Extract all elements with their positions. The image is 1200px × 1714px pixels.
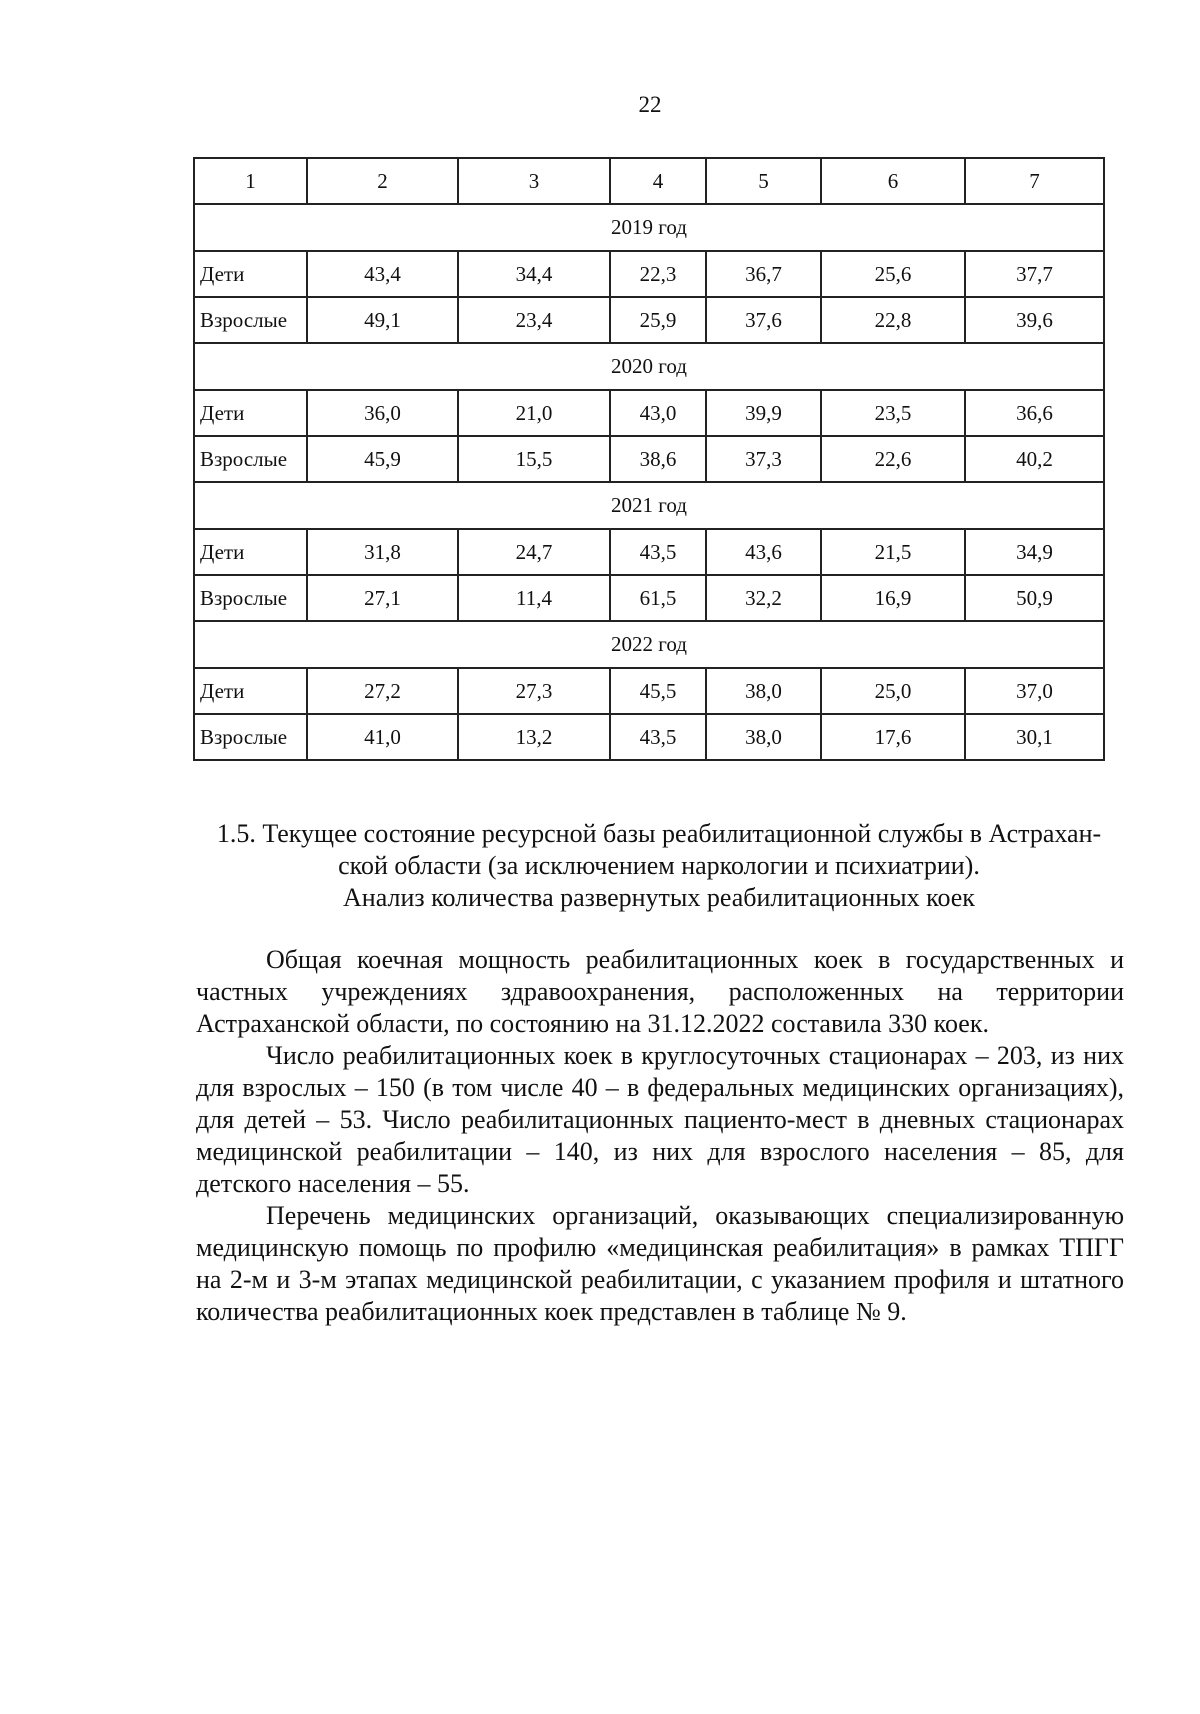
table-cell: 15,5: [458, 436, 610, 482]
section-heading-line-1: 1.5. Текущее состояние ресурсной базы реабилитационной службы в Астрахан-: [216, 819, 1102, 848]
table-cell: 40,2: [965, 436, 1104, 482]
column-header: 7: [965, 158, 1104, 204]
table-cell: 31,8: [307, 529, 458, 575]
paragraph: Перечень медицинских организаций, оказывающих специализированную медицинскую помощь по профилю «медицинская реабилитация» в рамках ТПГГ на 2-м и 3-м этапах медицинской реабилитации, с указанием профиля и штатного количества реабилитационных коек представлен в таблице № 9.: [196, 1201, 1124, 1326]
header-row: [194, 158, 1104, 204]
table-cell: 21,5: [821, 529, 965, 575]
table-cell: 43,5: [610, 714, 706, 760]
table-cell: 38,0: [706, 668, 821, 714]
column-header: 5: [706, 158, 821, 204]
table-row: [194, 436, 1104, 482]
row-label: Дети: [194, 390, 307, 436]
table-cell: 16,9: [821, 575, 965, 621]
table-cell: 27,2: [307, 668, 458, 714]
paragraph: Общая коечная мощность реабилитационных коек в государственных и частных учреждениях здравоохранения, расположенных на территории Астраханской области, по состоянию на 31.12.2022 составила 330 коек.: [196, 945, 1124, 1038]
column-header: 6: [821, 158, 965, 204]
year-row: [194, 343, 1104, 390]
year-label: 2021 год: [194, 482, 1104, 529]
row-label: Взрослые: [194, 436, 307, 482]
table-row: [194, 251, 1104, 297]
statistics-table-body: [194, 158, 1104, 760]
table-row: [194, 575, 1104, 621]
statistics-table: [193, 157, 1105, 761]
table-row: [194, 668, 1104, 714]
table-cell: 36,0: [307, 390, 458, 436]
table-cell: 37,6: [706, 297, 821, 343]
row-label: Дети: [194, 251, 307, 297]
table-cell: 22,8: [821, 297, 965, 343]
table-cell: 61,5: [610, 575, 706, 621]
table-cell: 38,6: [610, 436, 706, 482]
year-row: [194, 621, 1104, 668]
table-cell: 43,4: [307, 251, 458, 297]
table-cell: 34,4: [458, 251, 610, 297]
table-cell: 39,6: [965, 297, 1104, 343]
column-header: 1: [194, 158, 307, 204]
year-label: 2019 год: [194, 204, 1104, 251]
table-cell: 23,4: [458, 297, 610, 343]
table-cell: 41,0: [307, 714, 458, 760]
table-row: [194, 390, 1104, 436]
table-cell: 13,2: [458, 714, 610, 760]
table-cell: 37,0: [965, 668, 1104, 714]
table-cell: 27,1: [307, 575, 458, 621]
table-cell: 32,2: [706, 575, 821, 621]
table-cell: 36,7: [706, 251, 821, 297]
row-label: Взрослые: [194, 575, 307, 621]
table-cell: 24,7: [458, 529, 610, 575]
row-label: Взрослые: [194, 297, 307, 343]
row-label: Дети: [194, 668, 307, 714]
table-cell: 45,9: [307, 436, 458, 482]
column-header: 2: [307, 158, 458, 204]
table-row: [194, 714, 1104, 760]
table-cell: 17,6: [821, 714, 965, 760]
table-cell: 37,3: [706, 436, 821, 482]
row-label: Дети: [194, 529, 307, 575]
table-cell: 25,6: [821, 251, 965, 297]
row-label: Взрослые: [194, 714, 307, 760]
table-cell: 36,6: [965, 390, 1104, 436]
table-cell: 11,4: [458, 575, 610, 621]
table-cell: 43,0: [610, 390, 706, 436]
table-cell: 49,1: [307, 297, 458, 343]
table-cell: 34,9: [965, 529, 1104, 575]
table-cell: 45,5: [610, 668, 706, 714]
table-row: [194, 297, 1104, 343]
table-cell: 21,0: [458, 390, 610, 436]
section-heading-line-3: Анализ количества развернутых реабилитационных коек: [343, 883, 975, 912]
table-cell: 23,5: [821, 390, 965, 436]
page-number: 22: [638, 92, 662, 117]
table-cell: 39,9: [706, 390, 821, 436]
table-row: [194, 529, 1104, 575]
table-cell: 30,1: [965, 714, 1104, 760]
column-header: 4: [610, 158, 706, 204]
table-cell: 50,9: [965, 575, 1104, 621]
year-label: 2022 год: [194, 621, 1104, 668]
table-cell: 37,7: [965, 251, 1104, 297]
paragraph: Число реабилитационных коек в круглосуточных стационарах – 203, из них для взрослых – 150 (в том числе 40 – в федеральных медицинских организациях), для детей – 53. Число реабилитационных пациенто-мест в дневных стационарах медицинской реабилитации – 140, из них для взрослого населения – 85, для детского населения – 55.: [196, 1041, 1124, 1198]
table-cell: 27,3: [458, 668, 610, 714]
table-cell: 25,0: [821, 668, 965, 714]
body-text: [196, 944, 1124, 1328]
table-cell: 38,0: [706, 714, 821, 760]
table-cell: 22,3: [610, 251, 706, 297]
year-row: [194, 204, 1104, 251]
section-heading-line-2: ской области (за исключением наркологии и психиатрии).: [338, 851, 980, 880]
table-cell: 43,6: [706, 529, 821, 575]
section-heading: [193, 818, 1125, 914]
year-label: 2020 год: [194, 343, 1104, 390]
table-cell: 43,5: [610, 529, 706, 575]
table-cell: 22,6: [821, 436, 965, 482]
column-header: 3: [458, 158, 610, 204]
year-row: [194, 482, 1104, 529]
table-cell: 25,9: [610, 297, 706, 343]
